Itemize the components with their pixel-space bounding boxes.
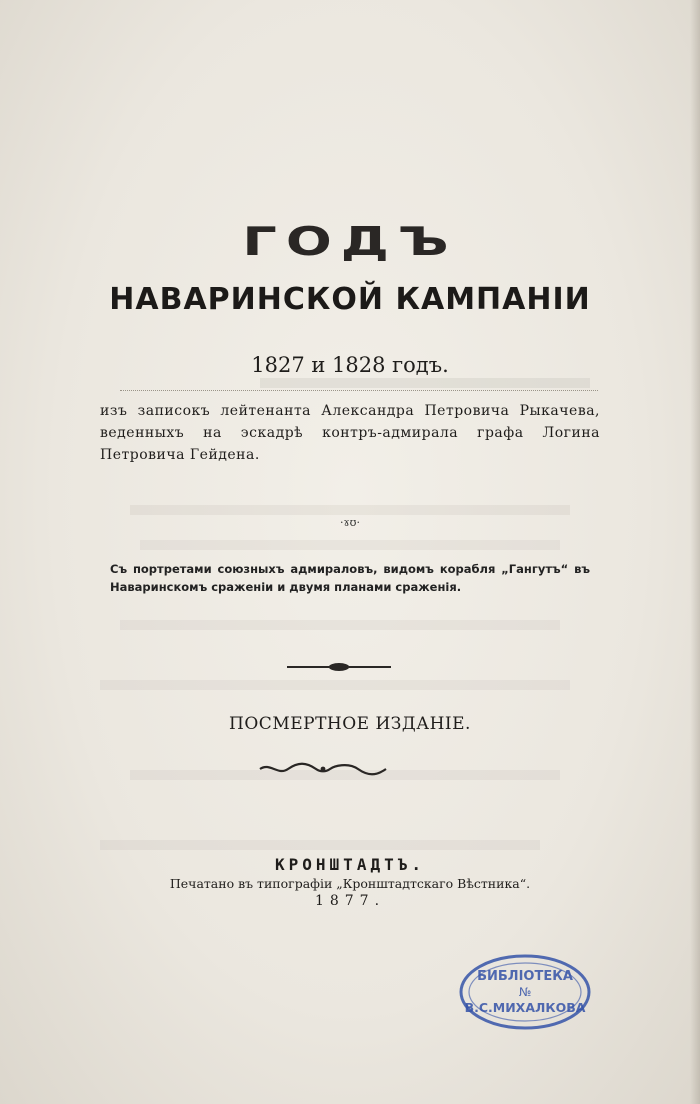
illustrations-note: Съ портретами союзныхъ адмираловъ, видомъ корабля „Гангутъ“ въ Наваринскомъ сраженіи и двумя планами сраженія. [110, 562, 590, 594]
edition-statement: ПОСМЕРТНОЕ ИЗДАНІЕ. [229, 714, 471, 734]
library-stamp [457, 952, 593, 1032]
stamp-line2: В.С.МИХАЛКОВА [464, 1000, 586, 1015]
dotted-rule [120, 390, 598, 391]
title-main: ГОДЪ [242, 218, 458, 265]
title-years: 1827 и 1828 годъ. [251, 353, 449, 377]
imprint-year: 1877. [314, 893, 386, 909]
divider-swash [256, 760, 390, 778]
bleed-through [130, 505, 570, 515]
imprint-city: КРОНШТАДТЪ. [275, 855, 425, 874]
bleed-through [100, 840, 540, 850]
bleed-through [140, 540, 560, 550]
page-edge-shadow [690, 0, 700, 1104]
divider-ornament [285, 660, 393, 674]
stamp-line1: БИБЛІОТЕКА [477, 969, 573, 984]
imprint-printer: Печатано въ типографіи „Кронштадтскаго Вѣстника“. [169, 876, 531, 891]
stamp-number: № [518, 985, 532, 999]
bleed-through [260, 378, 590, 388]
bleed-through [120, 620, 560, 630]
bleed-through [100, 680, 570, 690]
author-statement: изъ записокъ лейтенанта Александра Петровича Рыкачева, веденныхъ на эскадрѣ контръ-адмирала графа Логина Петровича Гейдена. [100, 403, 600, 463]
small-ornament: ·ɤʊ· [339, 516, 361, 529]
title-subtitle: НАВАРИНСКОЙ КАМПАНІИ [109, 282, 591, 317]
